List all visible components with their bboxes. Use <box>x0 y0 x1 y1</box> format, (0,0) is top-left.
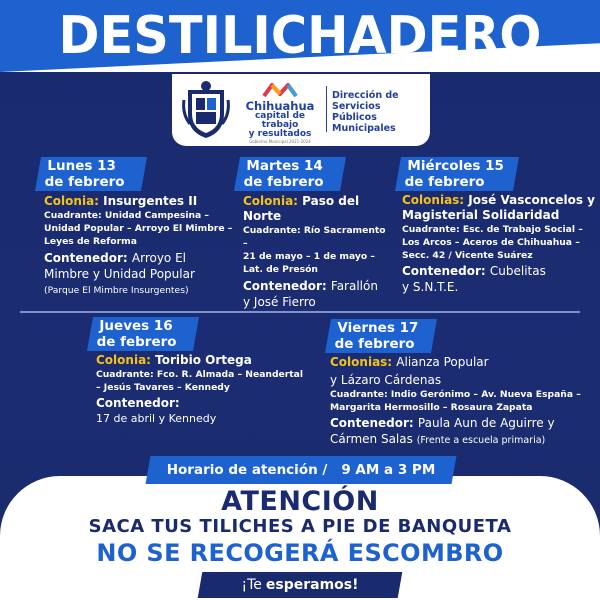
friday-details <box>330 355 590 449</box>
day-label-friday-line2: de febrero <box>334 336 415 352</box>
chihuahua-name: Chihuahua <box>245 99 315 113</box>
monday-colonia <box>44 194 234 209</box>
closing-bold: esperamos! <box>265 577 359 593</box>
tuesday-cuadrante-1: Cuadrante: Río Sacramento – <box>243 225 386 249</box>
day-label-wednesday <box>395 157 519 191</box>
day-label-monday-line1: Lunes 13 <box>47 158 116 174</box>
friday-colonia <box>330 355 590 370</box>
wednesday-colonia <box>402 193 597 208</box>
section-divider <box>20 311 580 313</box>
wednesday-cuadrante-2: Los Arcos – Aceros de Chihuahua – <box>402 237 580 248</box>
monday-contenedor-3: (Parque El Mimbre Insurgentes) <box>44 285 189 296</box>
contenedor-value-2: Cármen Salas <box>330 432 413 446</box>
municipal-crest-icon <box>182 80 230 140</box>
tuesday-cuadrante-3: Lat. de Presón <box>243 264 318 275</box>
colonia-label: Colonia: <box>243 194 298 208</box>
colonia-value: Alianza Popular <box>396 355 489 369</box>
logo-divider <box>326 86 327 132</box>
page-title: DESTILICHADERO <box>58 6 542 66</box>
contenedor-label: Contenedor: <box>402 264 486 278</box>
wednesday-details <box>402 193 597 295</box>
thursday-contenedor-label: Contenedor: <box>96 396 180 410</box>
thursday-cuadrante-1: Cuadrante: Fco. R. Almada – Neandertal <box>96 369 304 380</box>
wednesday-contenedor <box>402 263 597 279</box>
logo-card <box>172 74 430 146</box>
friday-cuadrante-2: Margarita Hermosillo – Rosaura Zapata <box>330 402 533 413</box>
chihuahua-mark-icon <box>260 82 300 98</box>
monday-cuadrante-2: Unidad Popular – Arroyo El Mimbre – <box>44 223 233 234</box>
department-name: Dirección de Servicios Públicos Municipales <box>332 90 399 134</box>
contenedor-value: Cubelitas <box>489 264 546 278</box>
thursday-details <box>96 353 316 427</box>
contenedor-value: Farallón <box>330 279 378 293</box>
contenedor-value: Paula Aun de Aguirre y <box>417 416 555 430</box>
instruction-text: SACA TUS TILICHES A PIE DE BANQUETA <box>88 516 512 537</box>
monday-contenedor-2: Mimbre y Unidad Popular <box>44 267 195 281</box>
colonia-label: Colonias: <box>330 355 393 369</box>
friday-contenedor <box>330 415 590 431</box>
monday-details <box>44 194 234 297</box>
thursday-contenedor: 17 de abril y Kennedy <box>96 412 217 425</box>
monday-contenedor <box>44 250 234 266</box>
tuesday-details <box>243 194 393 310</box>
wednesday-colonia-2: Magisterial Solidaridad <box>402 208 560 222</box>
day-label-friday <box>325 319 437 353</box>
thursday-cuadrante-2: – Jesús Tavares – Kennedy <box>96 382 230 393</box>
warning-text: NO SE RECOGERÁ ESCOMBRO <box>96 539 504 567</box>
contenedor-value: Arroyo El <box>131 251 187 265</box>
chihuahua-small: Gobierno Municipal 2021-2024 <box>249 139 311 144</box>
hours-text <box>148 456 454 484</box>
friday-cuadrante-1: Cuadrante: Indio Gerónimo – Av. Nueva España – <box>330 389 581 400</box>
monday-cuadrante-3: Leyes de Reforma <box>44 236 137 247</box>
attention-heading: ATENCIÓN <box>221 486 379 517</box>
wednesday-cuadrante-1: Cuadrante: Esc. de Trabajo Social – <box>402 224 583 235</box>
chihuahua-tagline-2: y resultados <box>248 129 312 139</box>
wednesday-contenedor-2: y S.N.T.E. <box>402 280 459 294</box>
day-label-thursday <box>87 317 199 351</box>
day-label-thursday-line1: Jueves 16 <box>99 318 173 334</box>
colonia-value: Paso del Norte <box>243 194 360 223</box>
day-label-monday <box>35 157 147 191</box>
contenedor-label: Contenedor: <box>243 279 327 293</box>
tuesday-contenedor <box>243 278 393 294</box>
friday-colonia-2: y Lázaro Cárdenas <box>330 373 442 387</box>
day-label-tuesday <box>234 157 346 191</box>
hours-label: Horario de atención / <box>166 462 328 478</box>
tuesday-contenedor-2: y José Fierro <box>243 295 316 309</box>
colonia-value: José Vasconcelos y <box>468 193 595 207</box>
tuesday-colonia <box>243 194 393 224</box>
closing-pre: ¡Te <box>241 577 262 593</box>
colonia-label: Colonia: <box>96 353 151 367</box>
tuesday-cuadrante-2: 21 de mayo – 1 de mayo – <box>243 251 375 262</box>
day-label-monday-line2: de febrero <box>44 174 125 190</box>
hours-value: 9 AM a 3 PM <box>341 462 436 478</box>
monday-cuadrante-1: Cuadrante: Unidad Campesina – <box>44 210 210 221</box>
wednesday-cuadrante-3: Secc. 42 / Vicente Suárez <box>402 250 533 261</box>
colonia-value: Toribio Ortega <box>155 353 252 367</box>
day-label-wednesday-line1: Miércoles 15 <box>407 158 504 174</box>
day-label-tuesday-line1: Martes 14 <box>246 158 323 174</box>
day-label-tuesday-line2: de febrero <box>243 174 324 190</box>
contenedor-label: Contenedor: <box>44 251 128 265</box>
colonia-value: Insurgentes II <box>103 194 198 208</box>
colonia-label: Colonia: <box>44 194 99 208</box>
thursday-colonia <box>96 353 316 368</box>
day-label-friday-line1: Viernes 17 <box>337 320 419 336</box>
day-label-wednesday-line2: de febrero <box>404 174 485 190</box>
closing-text <box>200 572 400 598</box>
colonia-label: Colonias: <box>402 193 465 207</box>
chihuahua-logo <box>236 82 324 142</box>
chihuahua-tagline-1: capital de trabajo <box>254 111 306 130</box>
contenedor-note: (Frente a escuela primaria) <box>416 435 546 446</box>
day-label-thursday-line2: de febrero <box>96 334 177 350</box>
friday-contenedor-2 <box>330 431 590 449</box>
contenedor-label: Contenedor: <box>330 416 414 430</box>
